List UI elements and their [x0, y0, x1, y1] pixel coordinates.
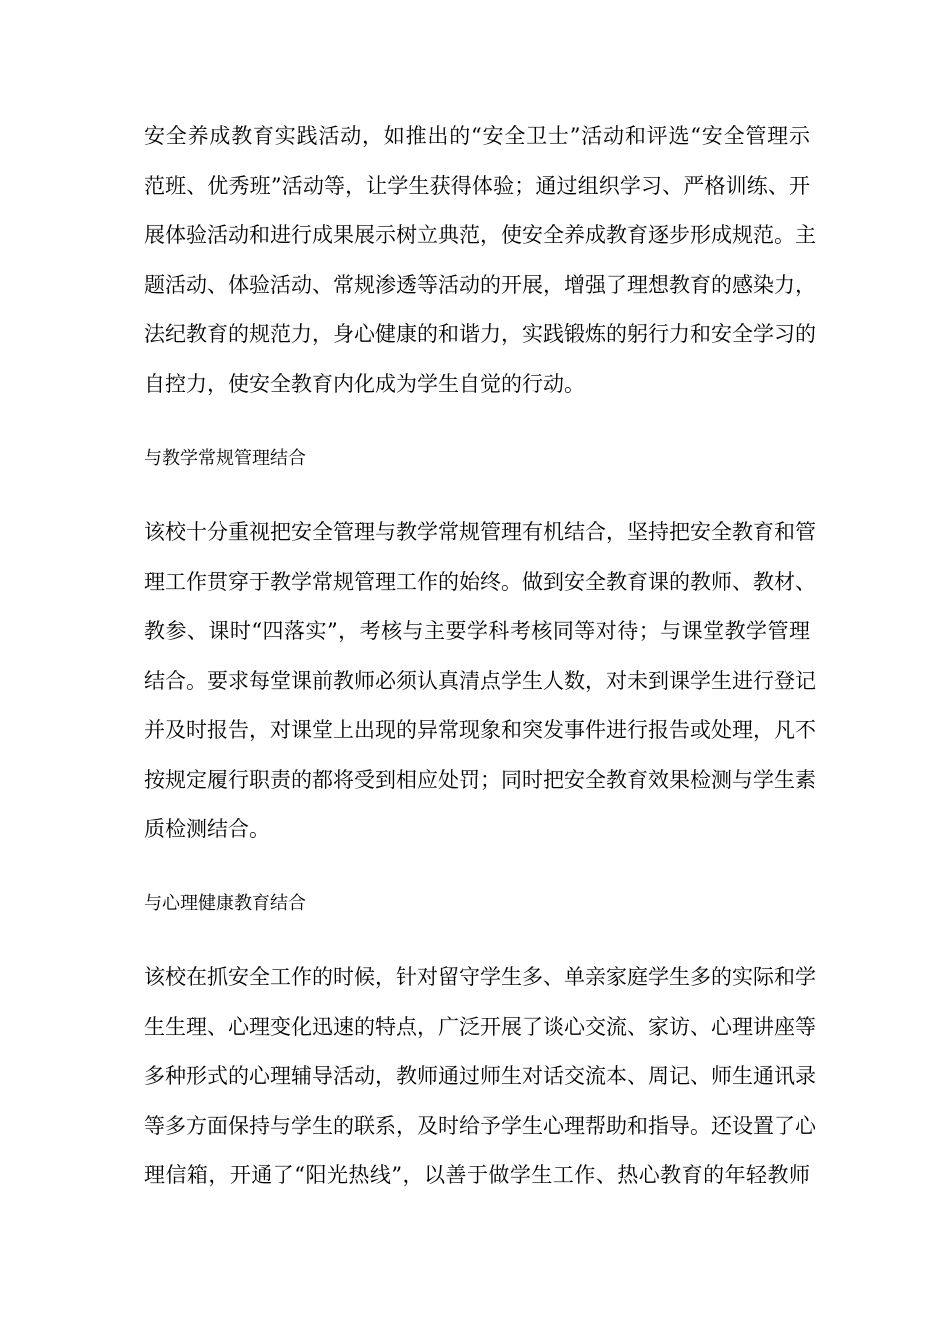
paragraph-line: 题活动、体验活动、常规渗透等活动的开展，增强了理想教育的感染力，	[144, 272, 816, 297]
paragraph-line: 展体验活动和进行成果展示树立典范，使安全养成教育逐步形成规范。主	[144, 223, 816, 247]
paragraph-line: 理工作贯穿于教学常规管理工作的始终。做到安全教育课的教师、教材、	[144, 569, 816, 594]
paragraph-line: 该校在抓安全工作的时候，针对留守学生多、单亲家庭学生多的实际和学	[144, 965, 816, 989]
paragraph-line: 教参、课时“四落实”，考核与主要学科考核同等对待；与课堂教学管理	[144, 619, 810, 643]
paragraph-line: 该校十分重视把安全管理与教学常规管理有机结合，坚持把安全教育和管	[144, 520, 816, 544]
paragraph-line: 生生理、心理变化迅速的特点，广泛开展了谈心交流、家访、心理讲座等	[144, 1014, 816, 1039]
paragraph-line: 结合。要求每堂课前教师必须认真清点学生人数，对未到课学生进行登记	[144, 668, 816, 693]
paragraph-line: 质检测结合。	[144, 817, 270, 841]
paragraph-line: 法纪教育的规范力，身心健康的和谐力，实践锻炼的躬行力和安全学习的	[144, 322, 816, 346]
paragraph-teaching-management	[144, 508, 816, 855]
section-heading-text: 与心理健康教育结合	[144, 893, 306, 914]
paragraph-line: 理信箱，开通了“阳光热线”，以善于做学生工作、热心教育的年轻教师	[144, 1163, 810, 1187]
paragraph-line: 等多方面保持与学生的联系，及时给予学生心理帮助和指导。还设置了心	[144, 1113, 816, 1138]
paragraph-line: 按规定履行职责的都将受到相应处罚；同时把安全教育效果检测与学生素	[144, 767, 816, 792]
paragraph-safety-practice	[144, 112, 816, 409]
paragraph-mental-health	[144, 953, 816, 1201]
section-heading-mental-health	[144, 879, 810, 929]
paragraph-line: 并及时报告，对课堂上出现的异常现象和突发事件进行报告或处理，凡不	[144, 718, 816, 742]
paragraph-line: 多种形式的心理辅导活动，教师通过师生对话交流本、周记、师生通讯录	[144, 1064, 816, 1088]
section-heading-text: 与教学常规管理结合	[144, 448, 306, 469]
paragraph-line: 自控力，使安全教育内化成为学生自觉的行动。	[144, 371, 585, 396]
paragraph-line: 安全养成教育实践活动，如推出的“安全卫士”活动和评选“安全管理示	[144, 124, 810, 148]
section-heading-teaching-management	[144, 434, 810, 484]
paragraph-line: 范班、优秀班”活动等，让学生获得体验；通过组织学习、严格训练、开	[144, 173, 810, 198]
